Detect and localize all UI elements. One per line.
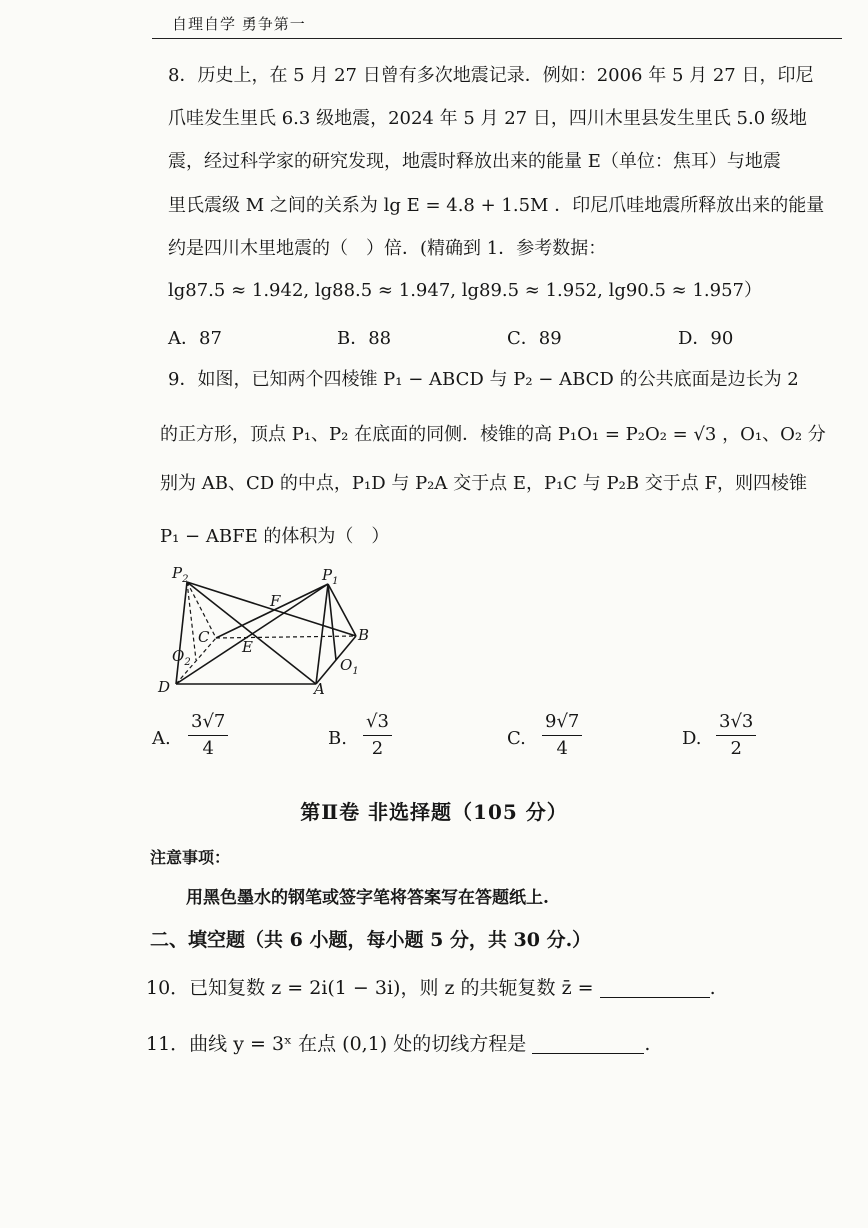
- q11: [146, 1032, 650, 1056]
- label-O1: $O_1$: [340, 656, 359, 677]
- label-F: F: [270, 592, 281, 610]
- q9-option-d-num: 3√3: [716, 709, 756, 736]
- q10-text: 10．已知复数 z = 2i(1 − 3i)，则 z 的共轭复数 z̄ =: [146, 977, 594, 999]
- q8-line1: 8．历史上，在 5 月 27 日曾有多次地震记录．例如：2006 年 5 月 27 日，印尼: [168, 65, 814, 86]
- q9-line3: 别为 AB、CD 的中点，P₁D 与 P₂A 交于点 E，P₁C 与 P₂B 交于点 F，则四棱锥: [160, 473, 808, 494]
- edge-CB: [216, 636, 356, 638]
- q8-option-c: C．89: [507, 328, 562, 349]
- q8-option-b: B．88: [337, 328, 392, 349]
- q10: [146, 976, 716, 1000]
- q9-option-a-letter: A.: [152, 728, 171, 749]
- q9-line4: P₁ − ABFE 的体积为（ ）: [160, 526, 390, 547]
- q11-text: 11．曲线 y = 3ˣ 在点 (0,1) 处的切线方程是: [146, 1033, 527, 1055]
- q9-option-b-den: 2: [371, 738, 384, 759]
- q9-option-d-fraction: [716, 709, 756, 762]
- q8-line4: 里氏震级 M 之间的关系为 lg E = 4.8 + 1.5M ．印尼爪哇地震所释放出来的能量: [168, 195, 825, 216]
- edge-P1A: [316, 584, 328, 684]
- q11-end: .: [644, 1033, 651, 1055]
- q8-option-a: A．87: [168, 328, 222, 349]
- q10-answer-blank[interactable]: [600, 977, 710, 998]
- pyramid-figure: [150, 560, 390, 700]
- q9-line2: 的正方形，顶点 P₁、P₂ 在底面的同侧．棱锥的高 P₁O₁ = P₂O₂ = √3 ，O₁、O₂ 分: [160, 424, 826, 445]
- q9-option-a-num: 3√7: [188, 709, 228, 736]
- label-P2: $P_2$: [172, 564, 189, 585]
- label-O2: $O_2$: [172, 647, 191, 668]
- q9-option-a-fraction: [188, 709, 228, 762]
- notice-heading: 注意事项：: [150, 848, 231, 867]
- q9-line1: 9．如图，已知两个四棱锥 P₁ − ABCD 与 P₂ − ABCD 的公共底面是边长为 2: [168, 369, 799, 390]
- label-E: E: [242, 638, 253, 656]
- label-D: D: [158, 678, 171, 696]
- q10-end: .: [709, 977, 716, 999]
- notice-text: 用黑色墨水的钢笔或签字笔将答案写在答题纸上.: [186, 888, 549, 908]
- header-rule: [152, 38, 842, 39]
- edge-P2O2: [187, 582, 196, 660]
- q9-option-c-letter: C.: [507, 728, 526, 749]
- label-C: C: [198, 628, 210, 646]
- edge-P2D: [176, 582, 187, 684]
- q9-option-d-letter: D.: [682, 728, 702, 749]
- section-title: 第Ⅱ卷 非选择题（105 分）: [300, 800, 568, 824]
- q9-option-b-letter: B.: [328, 728, 347, 749]
- q9-option-b-num: √3: [363, 709, 392, 736]
- q9-option-d-den: 2: [730, 738, 742, 759]
- label-B: B: [358, 626, 370, 644]
- fill-blank-heading: 二、填空题（共 6 小题，每小题 5 分，共 30 分.）: [150, 929, 592, 951]
- q9-option-c-fraction: [542, 709, 582, 762]
- q8-line3: 震，经过科学家的研究发现，地震时释放出来的能量 E（单位：焦耳）与地震: [168, 151, 781, 172]
- q9-option-a-den: 4: [202, 738, 214, 759]
- q8-line6: lg87.5 ≈ 1.942, lg88.5 ≈ 1.947, lg89.5 ≈ 1.952, lg90.5 ≈ 1.957）: [168, 280, 762, 301]
- page-header: 自理自学 勇争第一: [172, 15, 306, 33]
- q8-option-d: D．90: [678, 328, 734, 349]
- q8-line2: 爪哇发生里氏 6.3 级地震，2024 年 5 月 27 日，四川木里县发生里氏 5.0 级地: [168, 108, 807, 129]
- q9-option-c-num: 9√7: [542, 709, 582, 736]
- label-P1: $P_1$: [322, 566, 339, 587]
- q9-option-c-den: 4: [556, 738, 568, 759]
- q9-option-b-fraction: [363, 709, 392, 762]
- label-A: A: [314, 680, 325, 698]
- q8-line5: 约是四川木里地震的（ ）倍．(精确到 1．参考数据：: [168, 238, 607, 259]
- q11-answer-blank[interactable]: [532, 1033, 644, 1054]
